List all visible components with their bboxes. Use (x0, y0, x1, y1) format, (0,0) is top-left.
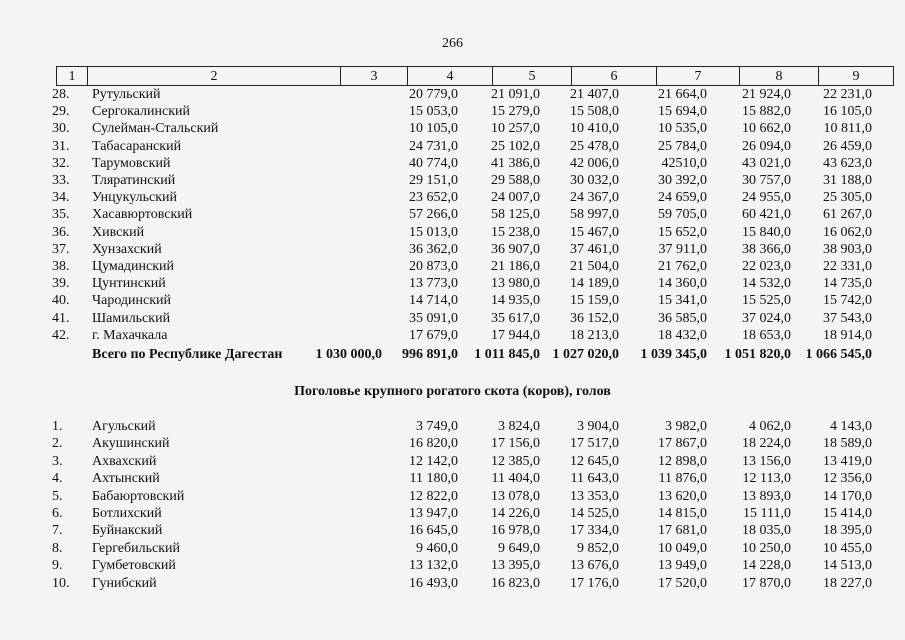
column-header-3: 3 (370, 69, 378, 84)
column-header-4: 4 (446, 69, 454, 84)
cell-c5: 11 404,0 (491, 471, 540, 487)
column-header-2: 2 (210, 69, 218, 84)
cell-num: 37. (52, 241, 70, 257)
column-header-6: 6 (610, 69, 618, 84)
cell-num: 6. (52, 506, 63, 521)
table-row (0, 138, 905, 155)
cell-c9: 61 267,0 (823, 207, 872, 223)
cell-num: 39. (52, 276, 70, 292)
cell-num: 41. (52, 310, 70, 326)
cell-c4: 12 142,0 (409, 453, 458, 469)
cell-c8: 4 062,0 (749, 419, 791, 434)
cell-c7: 42510,0 (661, 155, 707, 171)
column-header-7: 7 (694, 69, 702, 84)
table-row (0, 103, 905, 120)
cell-c4: 13 947,0 (409, 506, 458, 521)
cell-c7: 17 681,0 (658, 523, 707, 539)
cell-name: Бабаюртовский (92, 488, 185, 504)
cell-c6: 15 467,0 (570, 224, 619, 240)
table-row (0, 258, 905, 275)
cell-c9: 26 459,0 (823, 138, 872, 154)
cell-num: 28. (52, 87, 70, 102)
cell-c4: 20 873,0 (409, 259, 458, 274)
cell-num: 31. (52, 138, 70, 154)
cell-c9: 18 227,0 (823, 575, 872, 591)
cell-c7: 30 392,0 (658, 173, 707, 188)
cell-name: Ахтынский (92, 471, 160, 487)
cell-c4: 15 053,0 (409, 104, 458, 120)
cell-c8: 10 250,0 (742, 540, 791, 556)
cell-name: г. Махачкала (92, 327, 168, 343)
table-row (0, 86, 905, 103)
cell-c6: 17 517,0 (570, 436, 619, 452)
cell-c6: 3 904,0 (577, 419, 619, 434)
cell-c4: 13 773,0 (409, 276, 458, 292)
cell-c8: 12 113,0 (742, 471, 791, 487)
cell-name: Сергокалинский (92, 104, 191, 120)
cell-num: 40. (52, 293, 70, 309)
table-row (0, 453, 905, 470)
cell-c6: 12 645,0 (570, 453, 619, 469)
cell-num: 1. (52, 419, 63, 434)
cell-c4: 996 891,0 (402, 347, 458, 362)
cell-c7: 15 652,0 (658, 224, 707, 240)
cell-c8: 13 156,0 (742, 453, 791, 469)
cell-c9: 16 105,0 (823, 104, 872, 120)
cell-c5: 12 385,0 (491, 453, 540, 469)
cell-c5: 41 386,0 (491, 155, 540, 171)
cell-c9: 38 903,0 (823, 241, 872, 257)
cell-num: 34. (52, 190, 70, 206)
cell-c9: 4 143,0 (830, 419, 872, 434)
cell-c6: 13 353,0 (570, 488, 619, 504)
cell-c5: 58 125,0 (491, 207, 540, 223)
table-row (0, 575, 905, 592)
cell-c5: 10 257,0 (491, 121, 540, 137)
table-row (0, 346, 905, 363)
cell-c6: 24 367,0 (570, 190, 619, 206)
cell-c4: 16 645,0 (409, 523, 458, 539)
cell-c6: 37 461,0 (570, 241, 619, 257)
cell-c4: 16 820,0 (409, 436, 458, 452)
cell-c8: 15 525,0 (742, 293, 791, 309)
cell-c5: 13 395,0 (491, 558, 540, 574)
cell-c8: 1 051 820,0 (724, 347, 791, 362)
cell-c7: 13 620,0 (658, 488, 707, 504)
cell-c9: 18 914,0 (823, 327, 872, 343)
cell-c7: 13 949,0 (658, 558, 707, 574)
cell-c7: 12 898,0 (658, 453, 707, 469)
cell-c4: 13 132,0 (409, 558, 458, 574)
cell-c5: 36 907,0 (491, 241, 540, 257)
cell-c6: 13 676,0 (570, 558, 619, 574)
cell-c9: 37 543,0 (823, 310, 872, 326)
cell-c6: 9 852,0 (577, 540, 619, 556)
cell-num: 29. (52, 104, 70, 120)
column-header-5: 5 (528, 69, 536, 84)
cell-c8: 38 366,0 (742, 241, 791, 257)
table-row (0, 488, 905, 505)
cell-c4: 20 779,0 (409, 87, 458, 102)
cell-c9: 22 231,0 (823, 87, 872, 102)
table-row (0, 505, 905, 522)
cell-c5: 35 617,0 (491, 310, 540, 326)
cell-c8: 18 653,0 (742, 327, 791, 343)
cell-c5: 3 824,0 (498, 419, 540, 434)
cell-c4: 57 266,0 (409, 207, 458, 223)
cell-c9: 13 419,0 (823, 453, 872, 469)
cell-num: 32. (52, 155, 70, 171)
cell-c4: 16 493,0 (409, 575, 458, 591)
table-row (0, 189, 905, 206)
cell-c5: 15 279,0 (491, 104, 540, 120)
cell-c8: 24 955,0 (742, 190, 791, 206)
cell-c4: 9 460,0 (416, 540, 458, 556)
cell-name: Акушинский (92, 436, 170, 452)
cell-c8: 30 757,0 (742, 173, 791, 188)
cell-c4: 40 774,0 (409, 155, 458, 171)
cell-c8: 21 924,0 (742, 87, 791, 102)
cell-c7: 3 982,0 (665, 419, 707, 434)
cell-c6: 36 152,0 (570, 310, 619, 326)
cell-name: Гумбетовский (92, 558, 176, 574)
cell-name: Рутульский (92, 87, 161, 102)
table-row (0, 470, 905, 487)
cell-name: Унцукульский (92, 190, 178, 206)
cell-c8: 15 882,0 (742, 104, 791, 120)
cell-name: Шамильский (92, 310, 171, 326)
cell-name: Гергебильский (92, 540, 180, 556)
cell-c9: 10 811,0 (823, 121, 872, 137)
cell-c5: 14 935,0 (491, 293, 540, 309)
cell-c8: 60 421,0 (742, 207, 791, 223)
cell-c7: 18 432,0 (658, 327, 707, 343)
page-number: 266 (442, 36, 463, 51)
cell-c9: 16 062,0 (823, 224, 872, 240)
cell-c7: 37 911,0 (658, 241, 707, 257)
table-row (0, 224, 905, 241)
cell-c8: 15 111,0 (743, 506, 791, 521)
cell-num: 36. (52, 224, 70, 240)
cell-num: 10. (52, 575, 70, 591)
cell-c4: 24 731,0 (409, 138, 458, 154)
cell-c4: 10 105,0 (409, 121, 458, 137)
cell-c6: 10 410,0 (570, 121, 619, 137)
cell-c7: 25 784,0 (658, 138, 707, 154)
cell-c9: 22 331,0 (823, 259, 872, 274)
cell-c6: 18 213,0 (570, 327, 619, 343)
table-row (0, 327, 905, 344)
cell-c9: 25 305,0 (823, 190, 872, 206)
cell-c9: 14 735,0 (823, 276, 872, 292)
cell-c7: 10 535,0 (658, 121, 707, 137)
cell-c4: 29 151,0 (409, 173, 458, 188)
cell-c6: 21 407,0 (570, 87, 619, 102)
cell-c4: 3 749,0 (416, 419, 458, 434)
cell-c8: 37 024,0 (742, 310, 791, 326)
cell-c6: 58 997,0 (570, 207, 619, 223)
cell-c4: 14 714,0 (409, 293, 458, 309)
table-row (0, 418, 905, 435)
cell-c8: 43 021,0 (742, 155, 791, 171)
cell-c4: 17 679,0 (409, 327, 458, 343)
cell-name: Хунзахский (92, 241, 162, 257)
cell-c9: 14 170,0 (823, 488, 872, 504)
cell-c7: 14 815,0 (658, 506, 707, 521)
cell-c6: 42 006,0 (570, 155, 619, 171)
cell-c9: 14 513,0 (823, 558, 872, 574)
cell-c5: 13 078,0 (491, 488, 540, 504)
table-row (0, 241, 905, 258)
table-row (0, 206, 905, 223)
cell-c4: 36 362,0 (409, 241, 458, 257)
column-header-row (56, 66, 894, 86)
cell-c4: 11 180,0 (409, 471, 458, 487)
cell-c9: 15 414,0 (823, 506, 872, 521)
cell-name: Тляратинский (92, 173, 176, 188)
cell-c9: 31 188,0 (823, 173, 872, 188)
cell-c7: 14 360,0 (658, 276, 707, 292)
cell-name: Агульский (92, 419, 156, 434)
cell-c9: 18 395,0 (823, 523, 872, 539)
cell-c7: 17 867,0 (658, 436, 707, 452)
cell-name: Гунибский (92, 575, 157, 591)
cell-c7: 59 705,0 (658, 207, 707, 223)
table-row (0, 557, 905, 574)
cell-c8: 26 094,0 (742, 138, 791, 154)
cell-num: 42. (52, 327, 70, 343)
cell-c7: 15 694,0 (658, 104, 707, 120)
cell-c6: 17 176,0 (570, 575, 619, 591)
cell-c5: 17 944,0 (491, 327, 540, 343)
cell-c8: 13 893,0 (742, 488, 791, 504)
cell-c4: 35 091,0 (409, 310, 458, 326)
cell-c8: 15 840,0 (742, 224, 791, 240)
cell-name: Цунтинский (92, 276, 166, 292)
cell-c5: 24 007,0 (491, 190, 540, 206)
cell-num: 35. (52, 207, 70, 223)
table-row (0, 435, 905, 452)
cell-c5: 9 649,0 (498, 540, 540, 556)
cell-c7: 10 049,0 (658, 540, 707, 556)
cell-c7: 15 341,0 (658, 293, 707, 309)
cell-c9: 10 455,0 (823, 540, 872, 556)
cell-c6: 21 504,0 (570, 259, 619, 274)
cell-c6: 15 508,0 (570, 104, 619, 120)
cell-c5: 21 186,0 (491, 259, 540, 274)
cell-c5: 13 980,0 (491, 276, 540, 292)
table-row (0, 522, 905, 539)
cell-name: Чародинский (92, 293, 172, 309)
cell-c8: 18 035,0 (742, 523, 791, 539)
cell-name: Тарумовский (92, 155, 171, 171)
table-row (0, 292, 905, 309)
cell-c6: 17 334,0 (570, 523, 619, 539)
cell-name: Хасавюртовский (92, 207, 193, 223)
cell-c5: 25 102,0 (491, 138, 540, 154)
cell-c7: 36 585,0 (658, 310, 707, 326)
cell-name: Всего по Республике Дагестан (92, 347, 283, 362)
cell-c7: 21 664,0 (658, 87, 707, 102)
cell-c6: 25 478,0 (570, 138, 619, 154)
cell-c7: 21 762,0 (658, 259, 707, 274)
column-header-8: 8 (775, 69, 783, 84)
cell-num: 2. (52, 436, 63, 452)
cell-num: 30. (52, 121, 70, 137)
cell-c5: 21 091,0 (491, 87, 540, 102)
cell-c6: 14 525,0 (570, 506, 619, 521)
cell-c6: 30 032,0 (570, 173, 619, 188)
cell-c6: 15 159,0 (570, 293, 619, 309)
cell-name: Ботлихский (92, 506, 162, 521)
cell-c8: 10 662,0 (742, 121, 791, 137)
cell-c9: 15 742,0 (823, 293, 872, 309)
cell-c8: 18 224,0 (742, 436, 791, 452)
cell-c5: 1 011 845,0 (474, 347, 540, 362)
cell-c8: 22 023,0 (742, 259, 791, 274)
cell-c7: 24 659,0 (658, 190, 707, 206)
cell-c4: 23 652,0 (409, 190, 458, 206)
cell-num: 9. (52, 558, 63, 574)
cell-num: 3. (52, 453, 63, 469)
cell-c9: 12 356,0 (823, 471, 872, 487)
cell-num: 8. (52, 540, 63, 556)
cell-c5: 14 226,0 (491, 506, 540, 521)
cell-c9: 1 066 545,0 (805, 347, 872, 362)
table-row (0, 120, 905, 137)
cell-num: 4. (52, 471, 63, 487)
table-row (0, 172, 905, 189)
cell-c8: 14 532,0 (742, 276, 791, 292)
cell-c5: 17 156,0 (491, 436, 540, 452)
cell-num: 38. (52, 259, 70, 274)
cell-c6: 14 189,0 (570, 276, 619, 292)
cell-name: Хивский (92, 224, 145, 240)
cell-c5: 16 823,0 (491, 575, 540, 591)
cell-c6: 11 643,0 (570, 471, 619, 487)
table-row (0, 275, 905, 292)
cell-num: 33. (52, 173, 70, 188)
cell-num: 7. (52, 523, 63, 539)
table-row (0, 540, 905, 557)
cell-c7: 11 876,0 (658, 471, 707, 487)
column-header-1: 1 (68, 69, 76, 84)
cell-name: Буйнакский (92, 523, 163, 539)
table-row (0, 310, 905, 327)
cell-c7: 1 039 345,0 (640, 347, 707, 362)
cell-c9: 18 589,0 (823, 436, 872, 452)
cell-name: Табасаранский (92, 138, 182, 154)
cell-name: Ахвахский (92, 453, 157, 469)
cell-c7: 17 520,0 (658, 575, 707, 591)
cell-c5: 16 978,0 (491, 523, 540, 539)
cell-c8: 17 870,0 (742, 575, 791, 591)
cell-name: Сулейман-Стальский (92, 121, 219, 137)
cell-c4: 15 013,0 (409, 224, 458, 240)
column-header-9: 9 (852, 69, 860, 84)
cell-c5: 29 588,0 (491, 173, 540, 188)
cell-c6: 1 027 020,0 (552, 347, 619, 362)
cell-c5: 15 238,0 (491, 224, 540, 240)
cell-name: Цумадинский (92, 259, 175, 274)
table-row (0, 155, 905, 172)
section-title: Поголовье крупного рогатого скота (коров), голов (294, 384, 611, 399)
cell-c3: 1 030 000,0 (315, 347, 382, 362)
cell-num: 5. (52, 488, 63, 504)
cell-c9: 43 623,0 (823, 155, 872, 171)
cell-c8: 14 228,0 (742, 558, 791, 574)
cell-c4: 12 822,0 (409, 488, 458, 504)
